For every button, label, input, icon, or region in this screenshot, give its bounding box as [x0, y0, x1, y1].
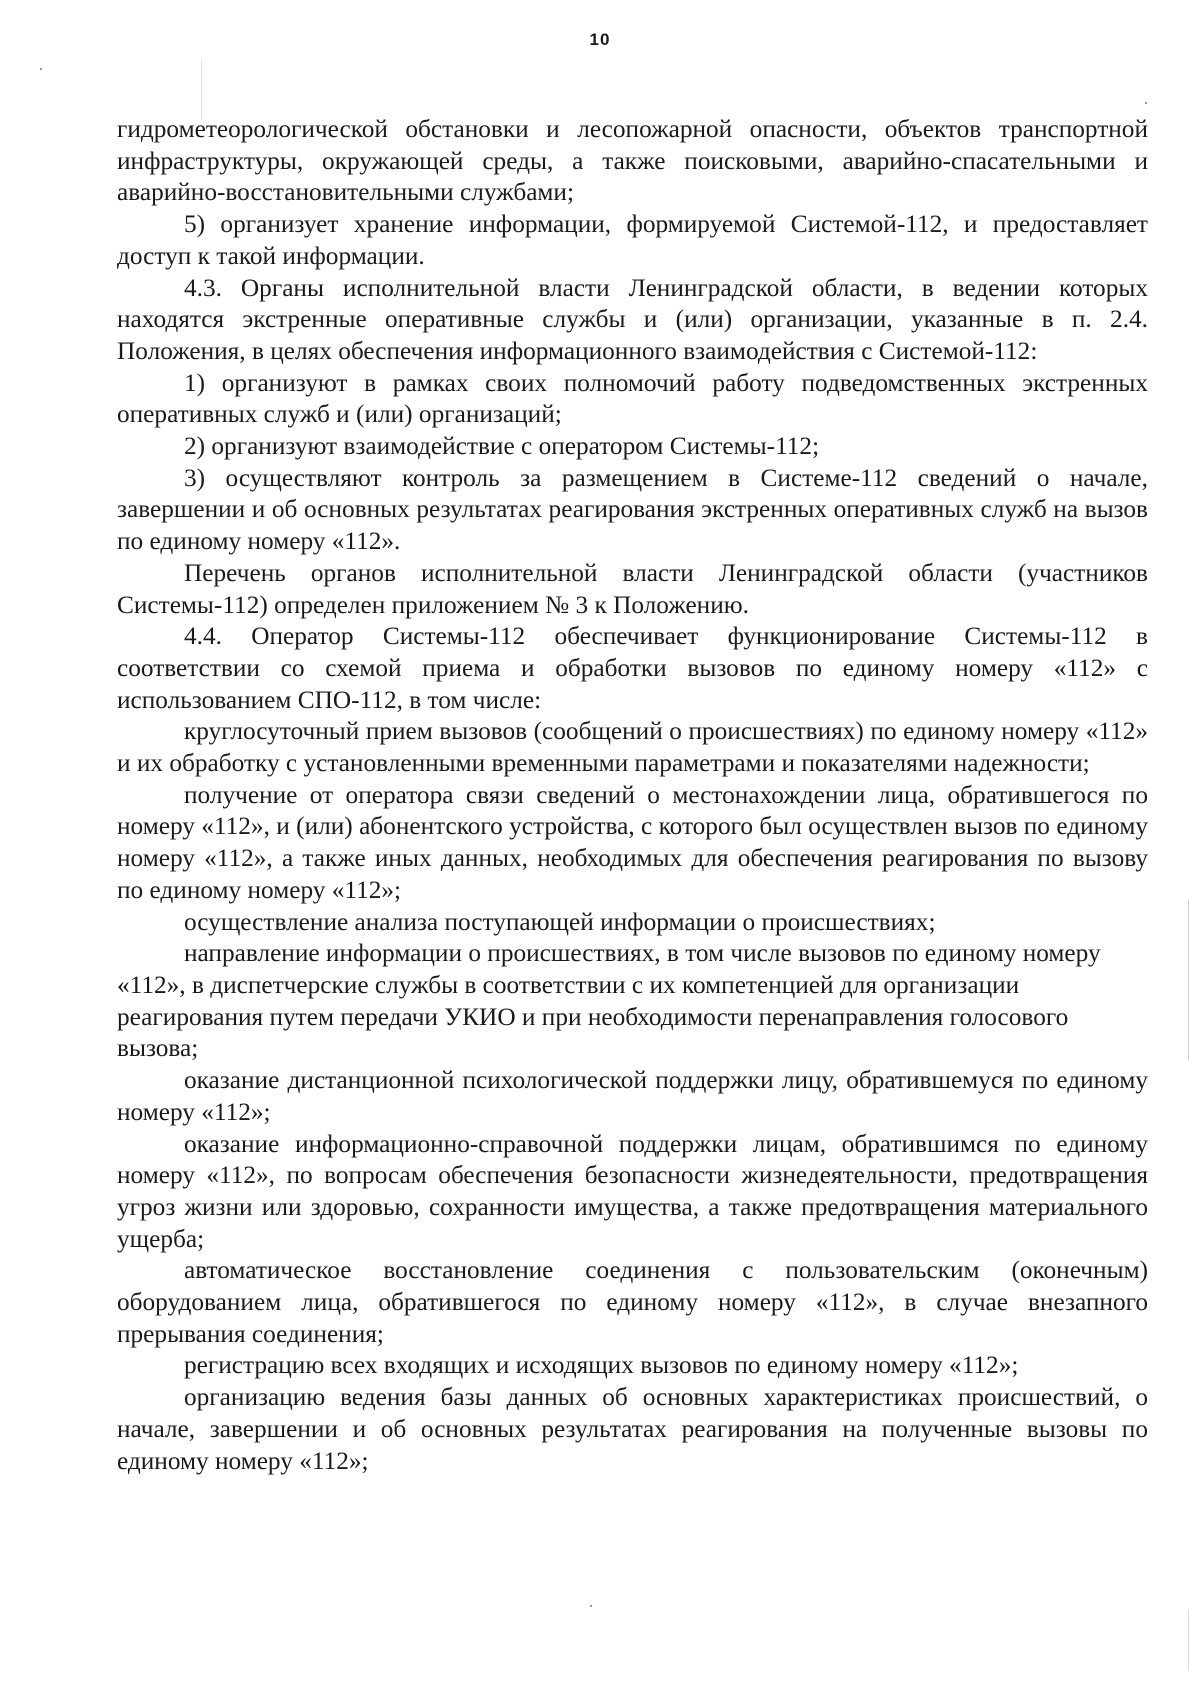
- scan-artifact: [590, 1605, 592, 1607]
- scan-artifact: [40, 68, 42, 70]
- paragraph: Перечень органов исполнительной власти Ленинградской области (участников Системы-112) определен приложением № 3 к Положению.: [117, 558, 1148, 619]
- paragraph: 1) организуют в рамках своих полномочий работу подведомственных экстренных оперативных служб и (или) организаций;: [117, 368, 1148, 429]
- paragraph: получение от оператора связи сведений о местонахождении лица, обратившегося по номеру «112», и (или) абонентского устройства, с которого был осуществлен вызов по единому номеру «112», а также иных данных, необходимых для обеспечения реагирования по вызову по единому номеру «112»;: [117, 780, 1148, 904]
- document-body: [117, 114, 1148, 1477]
- paragraph: 5) организует хранение информации, формируемой Системой-112, и предоставляет доступ к такой информации.: [117, 210, 1148, 270]
- paragraph: оказание информационно-справочной поддержки лицам, обратившимся по единому номеру «112», по вопросам обеспечения безопасности жизнедеятельности, предотвращения угроз жизни или здоровью, сохранности имущества, а также предотвращения материального ущерба;: [117, 1129, 1148, 1253]
- scan-artifact: [1188, 1610, 1189, 1670]
- paragraph: автоматическое восстановление соединения с пользовательским (оконечным) оборудованием лица, обратившегося по единому номеру «112», в случае внезапного прерывания соединения;: [117, 1256, 1148, 1348]
- paragraph: 2) организуют взаимодействие с оператором Системы-112;: [184, 432, 820, 461]
- paragraph: гидрометеорологической обстановки и лесопожарной опасности, объектов транспортной инфраструктуры, окружающей среды, а также поисковыми, аварийно-спасательными и аварийно-восстановительными службами;: [117, 115, 1148, 207]
- paragraph: осуществление анализа поступающей информации о происшествиях;: [184, 907, 936, 936]
- paragraph: круглосуточный прием вызовов (сообщений о происшествиях) по единому номеру «112» и их обработку с установленными временными параметрами и показателями надежности;: [117, 717, 1148, 778]
- paragraph: оказание дистанционной психологической поддержки лицу, обратившемуся по единому номеру «112»;: [117, 1066, 1148, 1126]
- scan-artifact: [1188, 900, 1189, 1060]
- paragraph: организацию ведения базы данных об основных характеристиках происшествий, о начале, завершении и об основных результатах реагирования на полученные вызовы по единому номеру «112»;: [117, 1383, 1148, 1475]
- page-number: 10: [589, 30, 611, 49]
- scan-artifact: [1145, 102, 1147, 104]
- paragraph: направление информации о происшествиях, в том числе вызовов по единому номеру «112», в диспетчерские службы в соответствии с их компетенцией для организации реагирования путем передачи УКИО и при необходимости перенаправления голосового вызова;: [117, 939, 1101, 1063]
- paragraph: регистрацию всех входящих и исходящих вызовов по единому номеру «112»;: [184, 1351, 1019, 1380]
- paragraph: 3) осуществляют контроль за размещением в Системе-112 сведений о начале, завершении и об основных результатах реагирования экстренных оперативных служб на вызов по единому номеру «112».: [117, 463, 1148, 556]
- paragraph: 4.3. Органы исполнительной власти Ленинградской области, в ведении которых находятся экстренные оперативные службы и (или) организации, указанные в п. 2.4. Положения, в целях обеспечения информационного взаимодействия с Системой-112:: [117, 273, 1148, 365]
- paragraph: 4.4. Оператор Системы-112 обеспечивает функционирование Системы-112 в соответствии со схемой приема и обработки вызовов по единому номеру «112» с использованием СПО-112, в том числе:: [117, 622, 1148, 714]
- scan-artifact: [201, 60, 202, 120]
